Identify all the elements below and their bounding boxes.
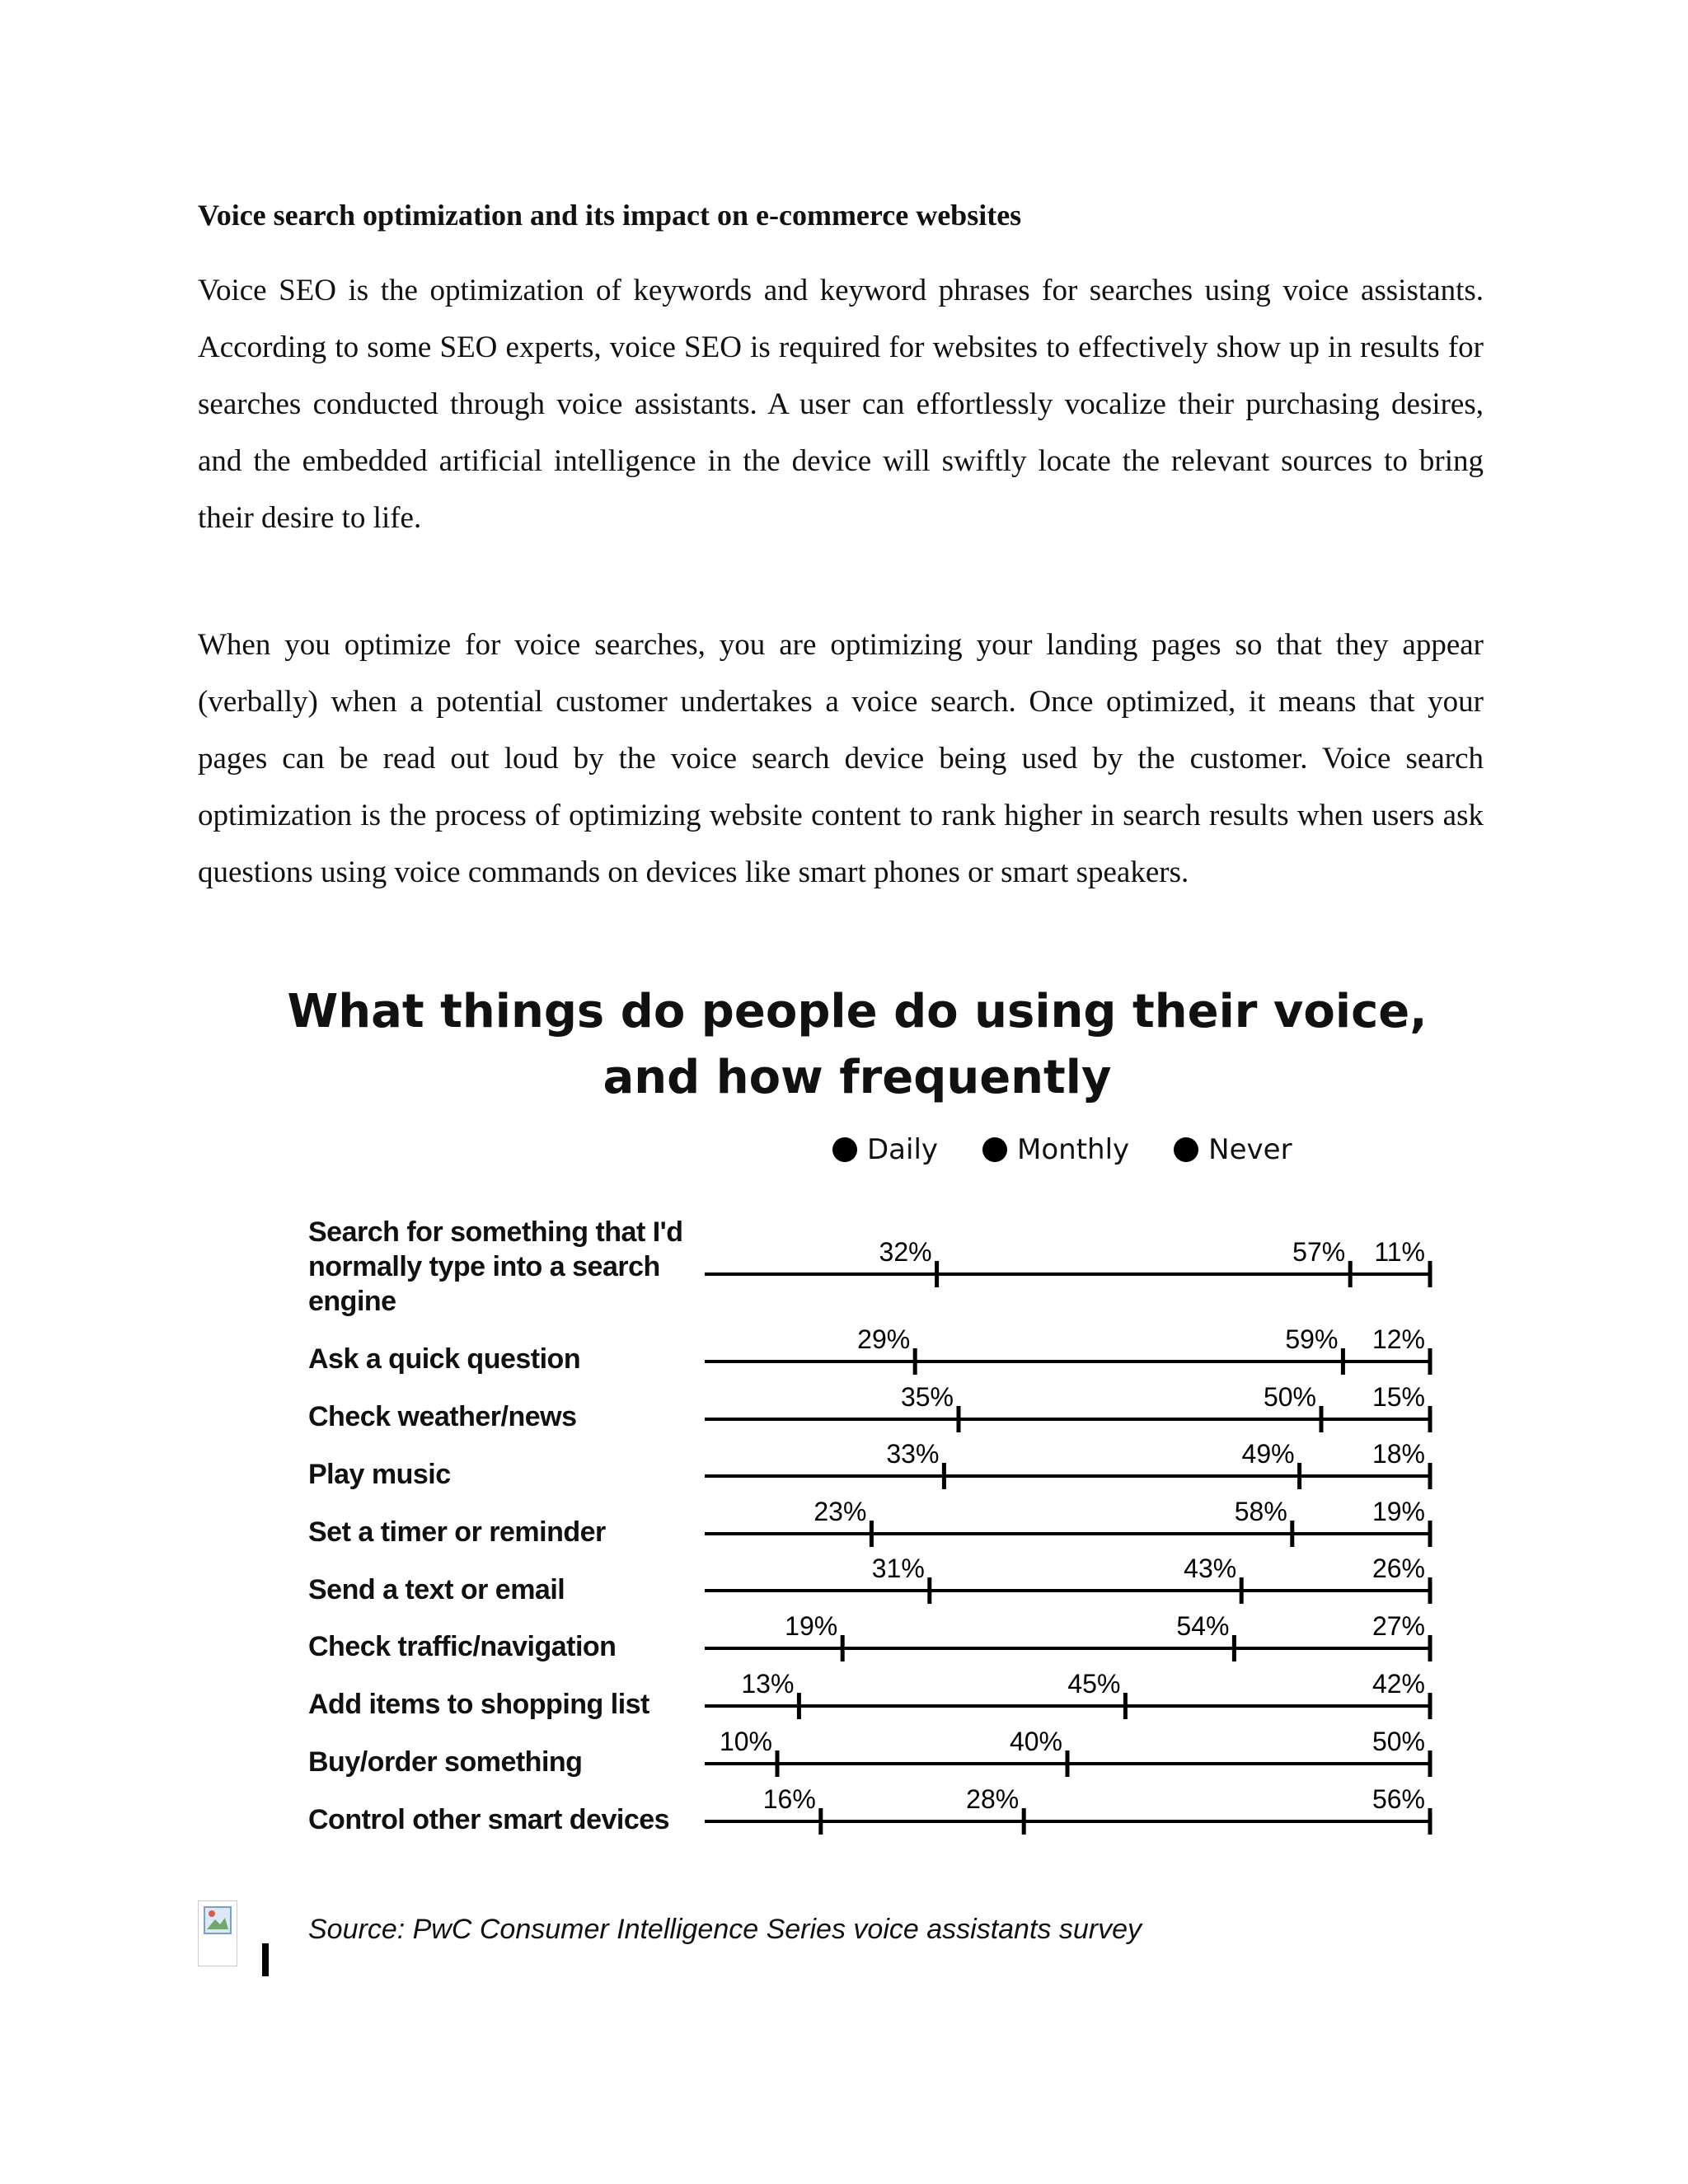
data-label-never: 56% xyxy=(1372,1784,1425,1814)
data-label-monthly: 49% xyxy=(1241,1439,1295,1469)
data-label-daily: 29% xyxy=(857,1324,911,1354)
row-label-traffic: Check traffic/navigation xyxy=(308,1631,617,1662)
row-label-search: Search for something that I'd normally type into a search engine xyxy=(308,1216,683,1317)
row-label-buy-order: Buy/order something xyxy=(308,1746,583,1778)
chart-row xyxy=(705,1554,1430,1604)
document-heading: Voice search optimization and its impact on e-commerce websites xyxy=(198,199,1022,232)
data-label-daily: 16% xyxy=(762,1784,816,1814)
chart-row xyxy=(705,1669,1430,1719)
data-label-monthly: 28% xyxy=(966,1784,1020,1814)
data-label-never: 26% xyxy=(1372,1554,1425,1583)
chart-row xyxy=(705,1611,1430,1661)
chart-row xyxy=(705,1784,1430,1835)
legend-label-daily: Daily xyxy=(867,1133,939,1166)
chart-row xyxy=(705,1497,1430,1547)
data-label-never: 27% xyxy=(1372,1611,1425,1641)
data-label-monthly: 54% xyxy=(1176,1611,1230,1641)
data-label-monthly: 57% xyxy=(1292,1237,1346,1267)
data-label-daily: 33% xyxy=(886,1439,940,1469)
image-placeholder-icon xyxy=(204,1906,232,1934)
data-label-never: 42% xyxy=(1372,1669,1425,1699)
chart-row xyxy=(705,1727,1430,1777)
data-label-never: 50% xyxy=(1372,1727,1425,1756)
data-label-daily: 35% xyxy=(900,1382,954,1412)
chart-row xyxy=(705,1439,1430,1489)
data-label-never: 19% xyxy=(1372,1497,1425,1526)
chart-row xyxy=(705,1237,1430,1287)
paragraph-voice-search-optimization: When you optimize for voice searches, you are optimizing your landing pages so that they appear (verbally) when a potential customer undertakes a voice search. Once optimized, it means that your pages can be read out loud by the voice search device being used by the customer. Voice search optimization is the process of optimizing website content to rank higher in search results when users ask questions using voice commands on devices like smart phones or smart speakers. xyxy=(198,628,1484,889)
data-label-daily: 10% xyxy=(719,1727,772,1756)
data-label-monthly: 50% xyxy=(1263,1382,1316,1412)
data-label-monthly: 58% xyxy=(1234,1497,1287,1526)
legend-label-monthly: Monthly xyxy=(1017,1133,1130,1166)
row-label-smart-devices: Control other smart devices xyxy=(308,1804,670,1835)
data-label-monthly: 43% xyxy=(1184,1554,1237,1583)
row-label-text-email: Send a text or email xyxy=(308,1574,565,1605)
legend-label-never: Never xyxy=(1208,1133,1292,1166)
data-label-monthly: 40% xyxy=(1009,1727,1062,1756)
data-label-daily: 19% xyxy=(785,1611,838,1641)
data-label-never: 11% xyxy=(1374,1237,1425,1267)
data-label-daily: 32% xyxy=(879,1237,932,1267)
data-label-monthly: 59% xyxy=(1285,1324,1339,1354)
data-label-daily: 23% xyxy=(814,1497,867,1526)
data-label-never: 12% xyxy=(1372,1324,1425,1354)
chart-title-line2: and how frequently xyxy=(603,1051,1112,1104)
data-label-never: 15% xyxy=(1372,1382,1425,1412)
paragraph-voice-seo: Voice SEO is the optimization of keywords and keyword phrases for searches using voice assistants. According to some SEO experts, voice SEO is required for websites to effectively show up in results for searches conducted through voice assistants. A user can effortlessly vocalize their purchasing desires, and the embedded artificial intelligence in the device will swiftly locate the relevant sources to bring their desire to life. xyxy=(198,274,1484,535)
broken-image-icon xyxy=(198,1900,237,1966)
chart-source: Source: PwC Consumer Intelligence Series voice assistants survey xyxy=(308,1914,1142,1945)
text-cursor xyxy=(262,1943,269,1976)
chart-row xyxy=(705,1382,1430,1432)
chart-row xyxy=(705,1324,1430,1375)
data-label-monthly: 45% xyxy=(1067,1669,1121,1699)
data-label-daily: 31% xyxy=(871,1554,925,1583)
row-label-quick-question: Ask a quick question xyxy=(308,1343,581,1375)
data-label-never: 18% xyxy=(1372,1439,1425,1469)
row-label-play-music: Play music xyxy=(308,1459,451,1490)
row-label-weather-news: Check weather/news xyxy=(308,1401,577,1432)
chart-title-line1: What things do people do using their voice, xyxy=(287,985,1428,1038)
row-label-timer: Set a timer or reminder xyxy=(308,1516,606,1548)
row-label-shopping-list: Add items to shopping list xyxy=(308,1689,649,1720)
data-label-daily: 13% xyxy=(741,1669,795,1699)
